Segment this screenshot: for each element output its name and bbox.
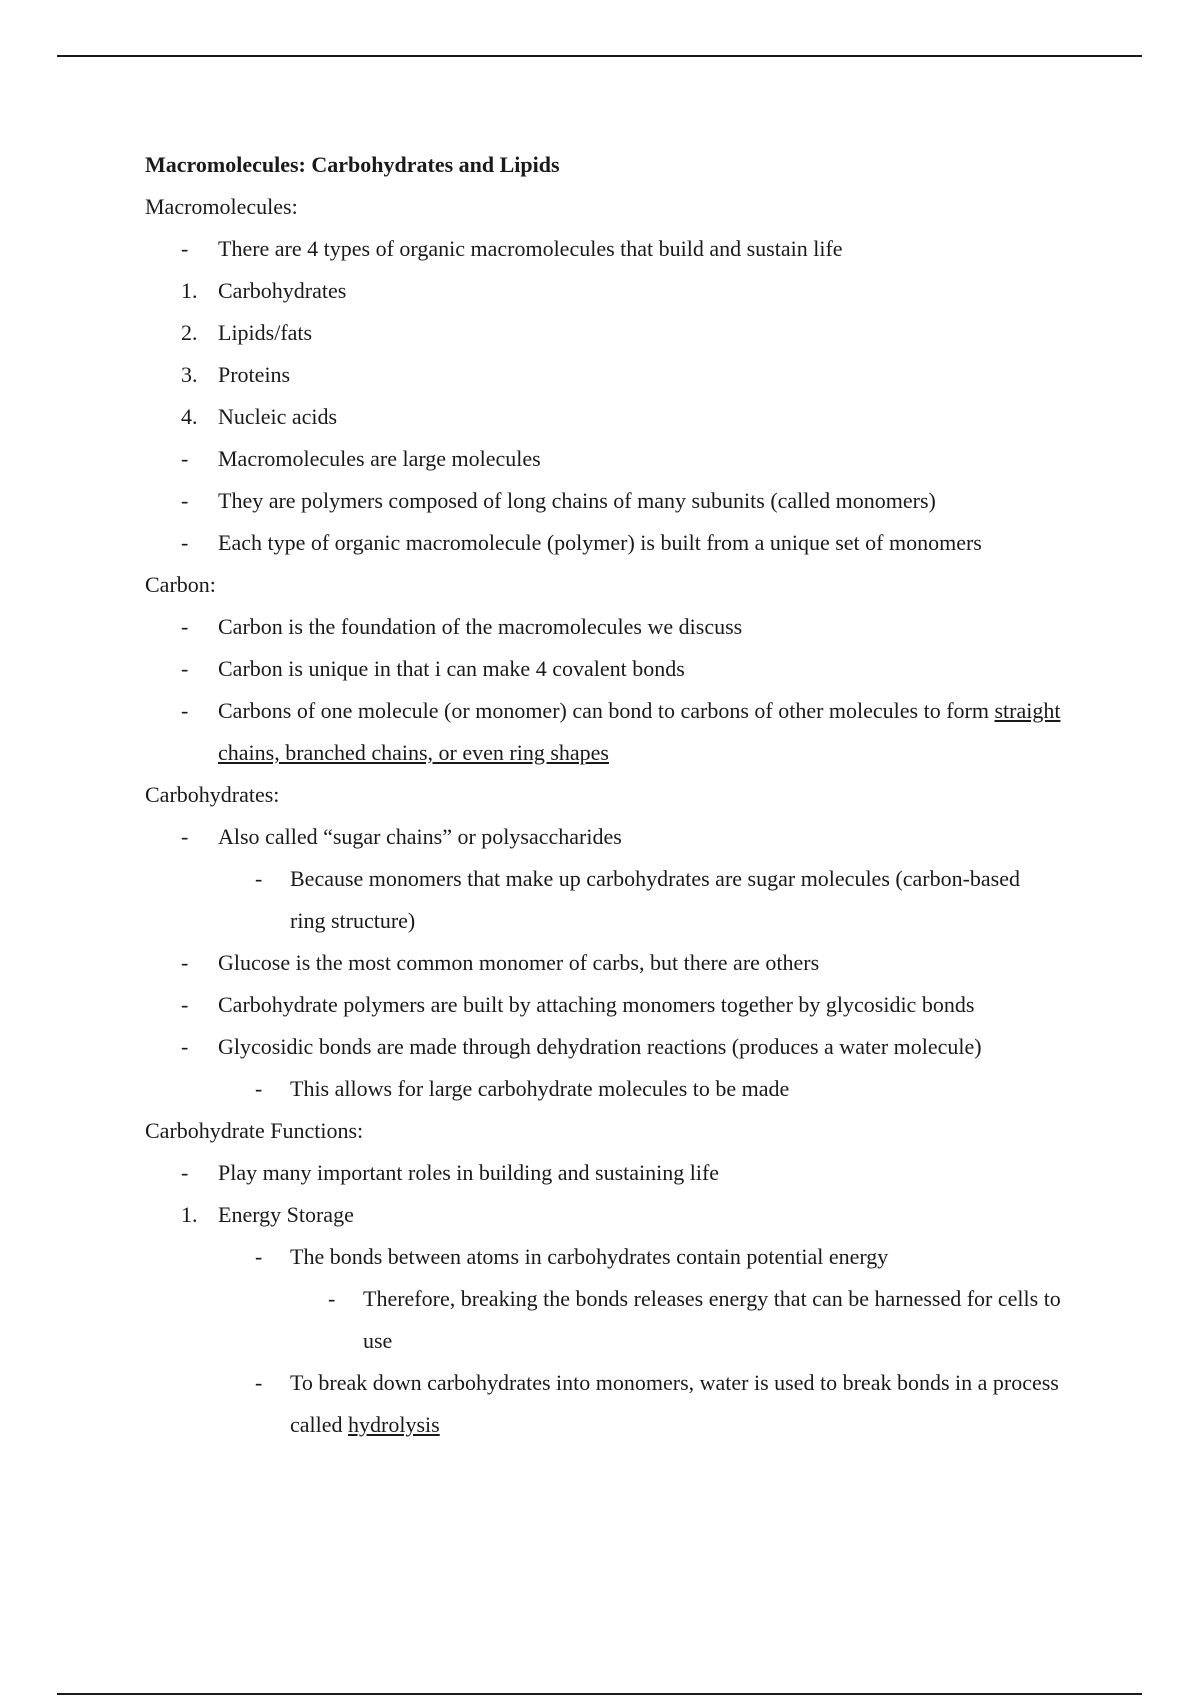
- number-marker: 1.: [181, 1202, 198, 1227]
- list-item: [145, 816, 1085, 858]
- bullet-marker: -: [255, 1370, 263, 1395]
- carbohydrate-functions-list: [145, 1152, 1085, 1446]
- list-item: [145, 984, 1085, 1026]
- list-item: [145, 1152, 1085, 1194]
- list-item: [145, 228, 1085, 270]
- bullet-marker: -: [328, 1286, 336, 1311]
- list-item: [145, 480, 1085, 522]
- bullet-marker: -: [181, 530, 189, 555]
- carbon-list: [145, 606, 1085, 774]
- list-item: [145, 522, 1085, 564]
- list-item-text: Carbon is unique in that i can make 4 covalent bonds: [218, 656, 685, 681]
- list-item: [145, 270, 1085, 312]
- list-item: [145, 1194, 1085, 1236]
- list-item-text: Play many important roles in building and sustaining life: [218, 1160, 720, 1185]
- list-item-text: Carbon is the foundation of the macromolecules we discuss: [218, 614, 743, 639]
- carbohydrates-list: [145, 816, 1085, 1110]
- list-item-text: Glycosidic bonds are made through dehydration reactions (produces a water molecule): [218, 1034, 982, 1059]
- bullet-marker: -: [181, 1160, 189, 1185]
- bullet-marker: -: [181, 824, 189, 849]
- bullet-marker: -: [255, 1244, 263, 1269]
- number-marker: 1.: [181, 278, 198, 303]
- list-item: [145, 312, 1085, 354]
- bottom-rule: [57, 1693, 1142, 1695]
- list-item-text: Therefore, breaking the bonds releases energy that can be harnessed for cells to use: [363, 1286, 1061, 1353]
- list-item-text: The bonds between atoms in carbohydrates contain potential energy: [290, 1244, 889, 1269]
- bullet-marker: -: [181, 236, 189, 261]
- list-item: [145, 1068, 1085, 1110]
- list-item: [145, 396, 1085, 438]
- list-item: [145, 942, 1085, 984]
- bullet-marker: -: [181, 950, 189, 975]
- section-heading-carbohydrates: Carbohydrates:: [145, 782, 280, 807]
- list-item-text: Because monomers that make up carbohydrates are sugar molecules (carbon-based ring structure): [290, 866, 1020, 933]
- list-item: [145, 1278, 1085, 1362]
- list-item: [145, 648, 1085, 690]
- top-rule: [57, 55, 1142, 57]
- underlined-term: hydrolysis: [348, 1412, 440, 1437]
- bullet-marker: -: [181, 992, 189, 1017]
- bullet-marker: -: [181, 446, 189, 471]
- number-marker: 2.: [181, 320, 198, 345]
- list-item: [145, 858, 1085, 942]
- list-item-text: Proteins: [218, 362, 291, 387]
- number-marker: 3.: [181, 362, 198, 387]
- bullet-marker: -: [181, 656, 189, 681]
- list-item-text: Also called “sugar chains” or polysaccharides: [218, 824, 622, 849]
- bullet-marker: -: [181, 1034, 189, 1059]
- underlined-phrase: straight chains, branched chains, or even ring shapes: [218, 698, 1061, 765]
- bullet-marker: -: [255, 866, 263, 891]
- list-item-text: They are polymers composed of long chains of many subunits (called monomers): [218, 488, 936, 513]
- list-item-text: This allows for large carbohydrate molecules to be made: [290, 1076, 790, 1101]
- list-item-text: Carbons of one molecule (or monomer) can bond to carbons of other molecules to form: [218, 698, 989, 723]
- bullet-marker: -: [181, 614, 189, 639]
- list-item: [145, 354, 1085, 396]
- list-item: [145, 1236, 1085, 1278]
- list-item-text: Each type of organic macromolecule (polymer) is built from a unique set of monomers: [218, 530, 982, 555]
- list-item-text: Glucose is the most common monomer of carbs, but there are others: [218, 950, 820, 975]
- list-item: [145, 690, 1085, 774]
- list-item-text: Carbohydrate polymers are built by attaching monomers together by glycosidic bonds: [218, 992, 975, 1017]
- document-body: [145, 144, 1085, 1446]
- bullet-marker: -: [255, 1076, 263, 1101]
- list-item: [145, 438, 1085, 480]
- list-item: [145, 1026, 1085, 1068]
- number-marker: 4.: [181, 404, 198, 429]
- section-heading-carbon: Carbon:: [145, 572, 216, 597]
- section-heading-carbohydrate-functions: Carbohydrate Functions:: [145, 1118, 364, 1143]
- list-item-text: Lipids/fats: [218, 320, 313, 345]
- bullet-marker: -: [181, 488, 189, 513]
- list-item: [145, 1362, 1085, 1446]
- list-item-text: To break down carbohydrates into monomers, water is used to break bonds in a process called: [290, 1370, 1059, 1437]
- list-item-text: Energy Storage: [218, 1202, 354, 1227]
- list-item: [145, 606, 1085, 648]
- bullet-marker: -: [181, 698, 189, 723]
- list-item-text: Carbohydrates: [218, 278, 347, 303]
- list-item-text: There are 4 types of organic macromolecules that build and sustain life: [218, 236, 843, 261]
- section-heading-macromolecules: Macromolecules:: [145, 194, 298, 219]
- list-item-text: Nucleic acids: [218, 404, 338, 429]
- list-item-text: Macromolecules are large molecules: [218, 446, 541, 471]
- document-title: Macromolecules: Carbohydrates and Lipids: [145, 152, 560, 177]
- macromolecules-list: [145, 228, 1085, 564]
